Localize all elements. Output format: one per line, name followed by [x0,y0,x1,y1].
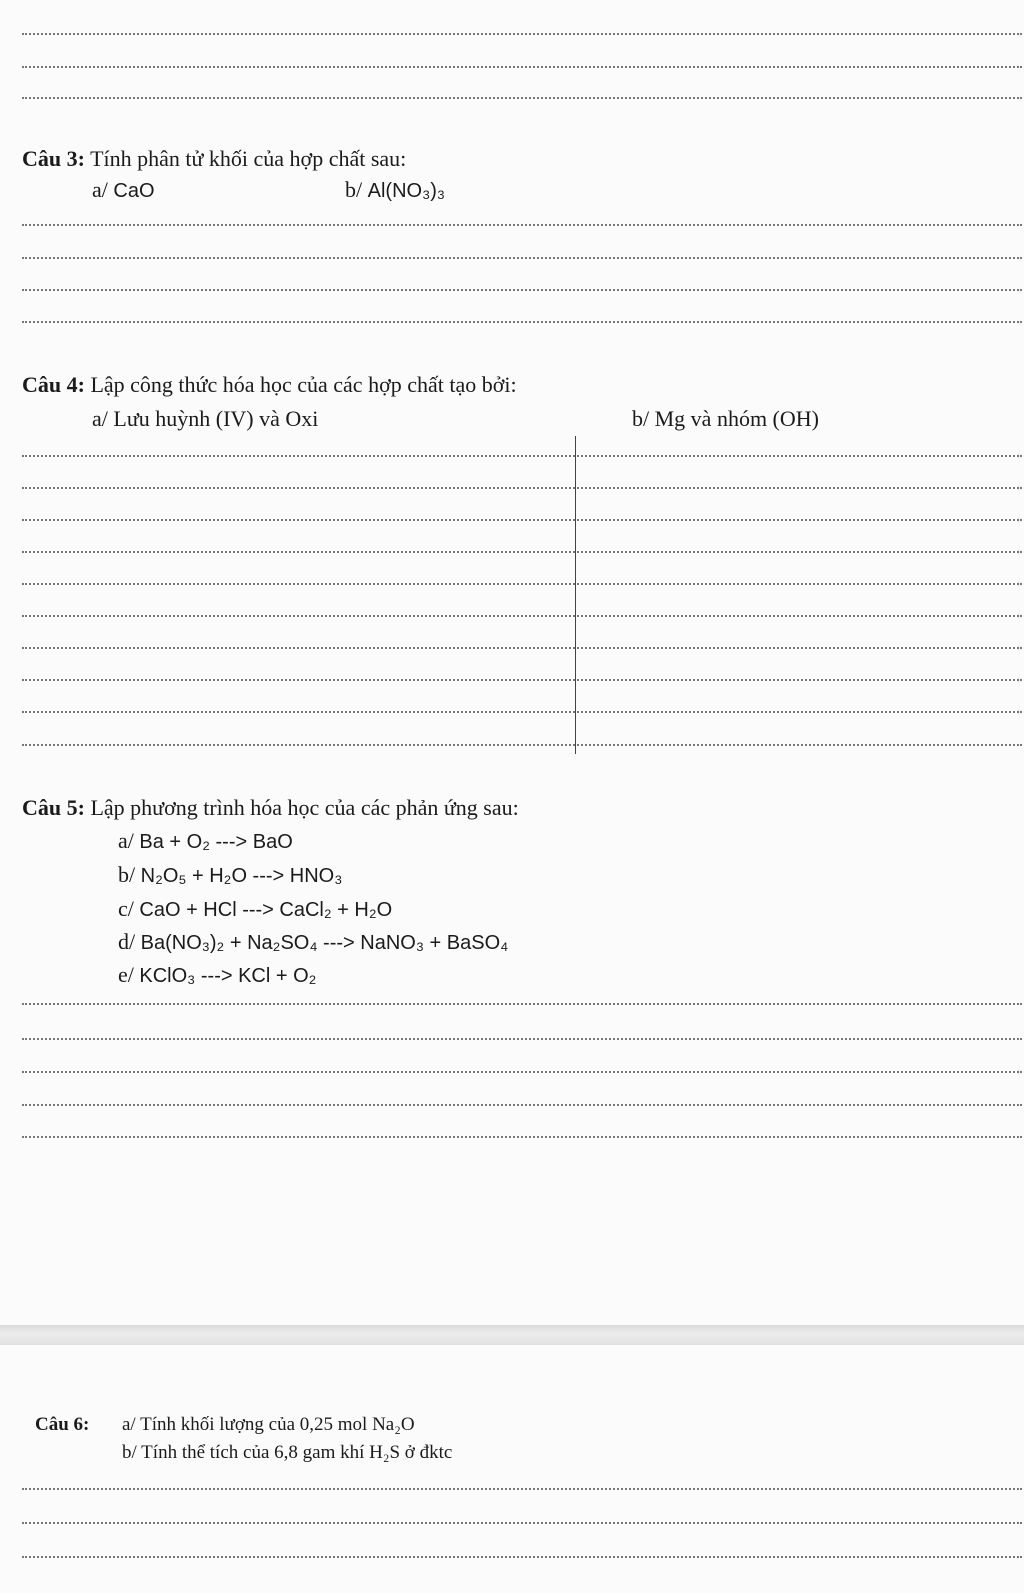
answer-line [22,744,1022,746]
part-prefix: b/ [345,177,363,202]
answer-line [22,1522,1022,1524]
answer-line [22,1003,1022,1005]
question-6-part-a: a/ Tính khối lượng của 0,25 mol Na₂O [122,1414,415,1435]
question-5-label: Câu 5: [22,795,85,820]
answer-line [22,257,1022,259]
part-prefix: a/ [92,177,108,202]
question-4-part-b: b/ Mg và nhóm (OH) [632,406,819,431]
answer-line [22,1488,1022,1490]
formula: Al(NO₃)₃ [367,180,446,202]
answer-line [22,679,1022,681]
answer-line [22,321,1022,323]
answer-line [22,97,1022,99]
part-prefix: e/ [118,962,134,987]
question-4-text: Lập công thức hóa học của các hợp chất tạo bởi: [90,372,517,397]
equation-row [118,929,508,956]
chemical-equation: Ba(NO₃)₂ + Na₂SO₄ ---> NaNO₃ + BaSO₄ [140,932,509,954]
question-3-label: Câu 3: [22,146,85,171]
part-prefix: a/ [118,828,134,853]
answer-line [22,551,1022,553]
equation-row [118,962,316,989]
answer-line [22,1136,1022,1138]
question-6-label-text: Câu 6: [35,1414,90,1435]
answer-line [22,1104,1022,1106]
answer-line [22,224,1022,226]
part-prefix: b/ [118,862,136,887]
question-6-label [35,1412,89,1438]
chemical-equation: KClO₃ ---> KCl + O₂ [139,965,317,987]
answer-line [22,1556,1022,1558]
answer-line [22,33,1022,35]
answer-line [22,583,1022,585]
answer-line [22,647,1022,649]
question-5-text: Lập phương trình hóa học của các phản ứng sau: [90,795,519,820]
chemical-equation: N₂O₅ + H₂O ---> HNO₃ [140,865,343,887]
equation-row [118,828,293,855]
part-prefix: d/ [118,929,136,954]
answer-line [22,1071,1022,1073]
equation-row [118,862,342,889]
question-3-heading [22,146,406,172]
question-4-label: Câu 4: [22,372,85,397]
question-6-part-b: b/ Tính thể tích của 6,8 gam khí H₂S ở đktc [122,1442,453,1463]
column-divider [575,436,576,754]
question-3-text: Tính phân tử khối của hợp chất sau: [90,146,407,171]
answer-line [22,1038,1022,1040]
answer-line [22,615,1022,617]
formula: CaO [113,180,155,202]
answer-line [22,519,1022,521]
question-3-part-a [92,177,155,204]
answer-line [22,487,1022,489]
answer-line [22,289,1022,291]
answer-line [22,711,1022,713]
question-4-part-a: a/ Lưu huỳnh (IV) và Oxi [92,406,319,431]
answer-line [22,455,1022,457]
part-prefix: c/ [118,896,134,921]
answer-line [22,66,1022,68]
chemical-equation: CaO + HCl ---> CaCl₂ + H₂O [139,899,393,921]
question-3-part-b [345,177,445,204]
equation-row [118,896,392,923]
chemical-equation: Ba + O₂ ---> BaO [139,831,293,853]
question-4-heading [22,372,517,398]
question-5-heading [22,795,519,821]
page-gap [0,1325,1024,1345]
